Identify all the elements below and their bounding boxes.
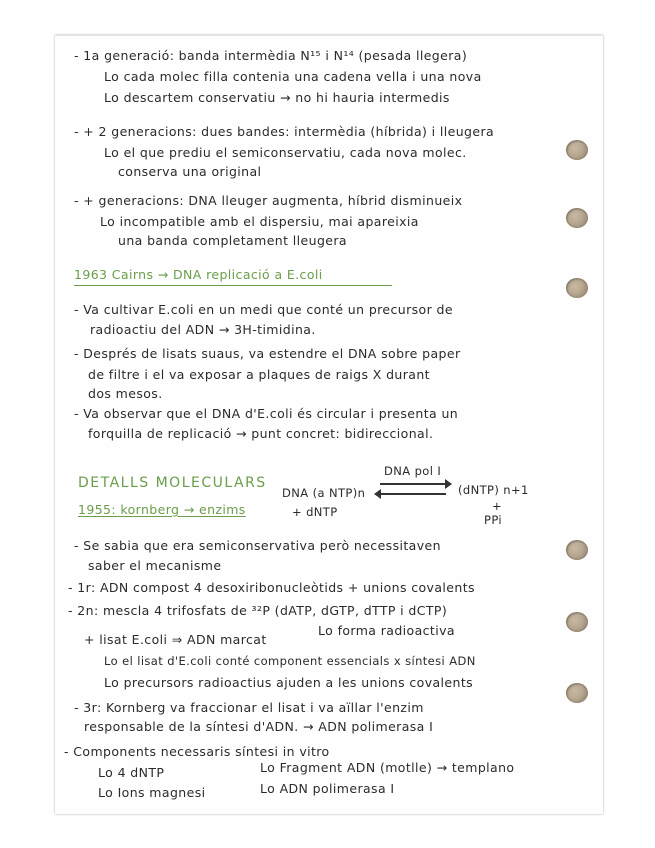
note-line: una banda completament lleugera — [118, 233, 347, 248]
note-line: radioactiu del ADN → 3H-timidina. — [90, 322, 316, 337]
section-heading-details: DETALLS MOLECULARS — [78, 475, 267, 491]
note-line: Lo ADN polimerasa I — [260, 781, 395, 796]
heading-underline — [74, 285, 392, 286]
reaction-byproduct: PPi — [484, 513, 503, 527]
note-line: Lo precursors radioactius ajuden a les unions covalents — [104, 675, 474, 690]
note-line: Lo el que prediu el semiconservatiu, cada nova molec. — [104, 145, 467, 160]
binder-hole — [566, 208, 588, 228]
binder-hole — [566, 540, 588, 560]
note-line: saber el mecanisme — [88, 558, 222, 573]
note-line: Lo forma radioactiva — [318, 623, 455, 638]
note-line: + lisat E.coli ⇒ ADN marcat — [84, 632, 267, 647]
note-line: forquilla de replicació → punt concret: bidireccional. — [88, 426, 434, 441]
section-heading-cairns: 1963 Cairns → DNA replicació a E.coli — [74, 267, 323, 282]
binder-hole — [566, 140, 588, 160]
note-line: - Després de lisats suaus, va estendre el DNA sobre paper — [74, 346, 461, 361]
binder-hole — [566, 683, 588, 703]
reaction-forward-arrow — [380, 483, 446, 485]
note-line: Lo el lisat d'E.coli conté component essencials x síntesi ADN — [104, 654, 476, 668]
note-line: - + 2 generacions: dues bandes: intermèdia (híbrida) i lleugera — [74, 124, 495, 139]
reaction-substrate: DNA (a NTP)n — [282, 486, 366, 500]
note-line: responsable de la síntesi d'ADN. → ADN polimerasa I — [84, 719, 434, 734]
reaction-product: (dNTP) n+1 — [458, 483, 529, 497]
note-line: Lo incompatible amb el dispersiu, mai apareixia — [100, 214, 419, 229]
note-line: - Se sabia que era semiconservativa però necessitaven — [74, 538, 441, 553]
reaction-enzyme-label: DNA pol I — [384, 464, 442, 478]
reaction-plus: + — [492, 499, 503, 513]
note-line: - + generacions: DNA lleuger augmenta, híbrid disminueix — [74, 193, 463, 208]
note-line: conserva una original — [118, 164, 262, 179]
note-line: Lo descartem conservatiu → no hi hauria intermedis — [104, 90, 450, 105]
note-line: - 2n: mescla 4 trifosfats de ³²P (dATP, dGTP, dTTP i dCTP) — [68, 603, 448, 618]
binder-hole — [566, 278, 588, 298]
note-line: dos mesos. — [88, 386, 163, 401]
note-line: - 1r: ADN compost 4 desoxiribonucleòtids + unions covalents — [68, 580, 475, 595]
note-line: Lo 4 dNTP — [98, 765, 165, 780]
reaction-reverse-arrow — [380, 493, 446, 495]
binder-hole — [566, 612, 588, 632]
note-line: Lo Fragment ADN (motlle) → templano — [260, 760, 515, 775]
note-line: - Components necessaris síntesi in vitro — [64, 744, 330, 759]
note-line: Lo Ions magnesi — [98, 785, 206, 800]
note-line: - Va cultivar E.coli en un medi que conté un precursor de — [74, 302, 453, 317]
note-line: - 1a generació: banda intermèdia N¹⁵ i N¹⁴ (pesada llegera) — [74, 48, 468, 63]
note-line: - Va observar que el DNA d'E.coli és circular i presenta un — [74, 406, 459, 421]
note-line: de filtre i el va exposar a plaques de raigs X durant — [88, 367, 430, 382]
reaction-substrate-extra: + dNTP — [292, 505, 338, 519]
kornberg-heading: 1955: kornberg → enzims — [78, 502, 246, 517]
note-line: Lo cada molec filla contenia una cadena vella i una nova — [104, 69, 482, 84]
note-line: - 3r: Kornberg va fraccionar el lisat i va aïllar l'enzim — [74, 700, 424, 715]
